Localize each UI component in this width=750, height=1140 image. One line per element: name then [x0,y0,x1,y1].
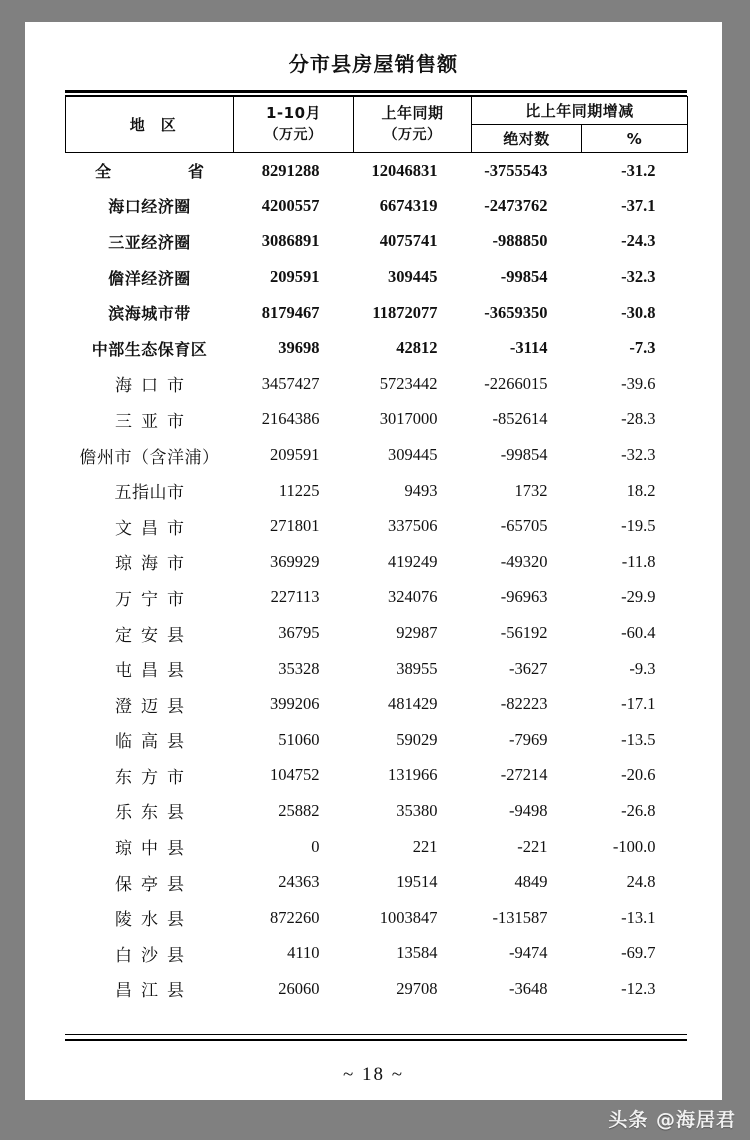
region-label: 三亚市 [115,411,193,431]
cell-current-period: 271801 [270,516,320,536]
cell-previous-period: 29708 [396,978,438,998]
table-row [66,437,688,473]
cell-region [66,153,234,189]
region-label: 琼中县 [115,839,193,859]
region-label: 屯昌县 [115,661,193,681]
region-label: 三亚经济圈 [108,232,191,252]
cell-change-percent: -100.0 [612,836,656,856]
cell-change-percent: -7.3 [629,338,656,358]
table-row [66,259,688,295]
table-body [66,153,688,1007]
table-row [66,473,688,509]
region-label: 临高县 [115,732,193,752]
cell-region [66,722,234,758]
region-label: 琼海市 [115,554,193,574]
region-label: 东方市 [115,767,193,787]
cell-current-period: 3086891 [261,231,320,251]
cell-previous-period: 13584 [396,943,438,963]
cell-change-absolute: -9474 [509,943,548,963]
cell-change-absolute: -82223 [500,694,548,714]
table-row [66,936,688,972]
cell-previous-period: 324076 [388,587,438,607]
cell-region [66,900,234,936]
table-bottom-rule-inner [65,1034,687,1035]
cell-change-absolute: -9498 [509,800,548,820]
cell-change-percent: -69.7 [621,943,656,963]
cell-change-absolute: -99854 [500,267,548,287]
cell-region [66,259,234,295]
cell-current-period: 4200557 [261,195,320,215]
region-label: 儋州市（含洋浦） [79,447,220,467]
cell-change-percent: -11.8 [621,551,656,571]
cell-previous-period: 5723442 [379,373,438,393]
cell-region [66,758,234,794]
cell-region [66,295,234,331]
cell-current-period: 872260 [270,907,320,927]
cell-current-period: 24363 [278,872,320,892]
table-row [66,900,688,936]
region-label: 定安县 [115,625,193,645]
cell-previous-period: 221 [412,836,438,856]
cell-current-period: 104752 [270,765,320,785]
cell-change-percent: -26.8 [621,800,656,820]
cell-change-absolute: -3659350 [484,302,548,322]
table-row [66,544,688,580]
cell-current-period: 369929 [270,551,320,571]
cell-change-percent: -13.1 [621,907,656,927]
cell-current-period: 39698 [278,338,320,358]
cell-previous-period: 38955 [396,658,438,678]
cell-current-period: 0 [311,836,320,856]
region-label: 儋洋经济圈 [108,268,191,288]
cell-region [66,473,234,509]
cell-previous-period: 131966 [388,765,438,785]
cell-change-absolute: -988850 [492,231,548,251]
cell-change-percent: -13.5 [621,729,656,749]
column-header-current-period-label: 1-10月 [265,104,322,123]
cell-change-absolute: -56192 [500,623,548,643]
cell-previous-period: 309445 [388,267,438,287]
cell-previous-period: 59029 [396,729,438,749]
column-header-previous-period-unit: （万元） [383,127,442,144]
cell-change-absolute: -99854 [500,445,548,465]
region-label: 全 省 [94,162,219,182]
table-row [66,793,688,829]
cell-change-percent: -17.1 [621,694,656,714]
cell-previous-period: 3017000 [379,409,438,429]
cell-region [66,437,234,473]
column-header-previous-period-label: 上年同期 [381,104,444,123]
cell-previous-period: 4075741 [379,231,438,251]
cell-current-period: 2164386 [261,409,320,429]
cell-current-period: 8291288 [261,160,320,180]
cell-region [66,330,234,366]
table-row [66,224,688,260]
region-label: 海口市 [115,376,193,396]
table-row [66,366,688,402]
watermark: 头条 @海居君 [608,1109,736,1131]
cell-current-period: 227113 [270,587,320,607]
table-row [66,829,688,865]
cell-previous-period: 419249 [388,551,438,571]
cell-previous-period: 11872077 [372,302,438,322]
table-top-rule-outer [65,90,687,93]
table-header [66,97,688,153]
cell-previous-period: 35380 [396,800,438,820]
cell-current-period: 8179467 [261,302,320,322]
cell-region [66,188,234,224]
cell-change-absolute: -3755543 [484,160,548,180]
cell-current-period: 25882 [278,800,320,820]
column-header-change-absolute: 绝对数 [472,125,582,153]
cell-region [66,402,234,438]
table-bottom-rule-outer [65,1039,687,1042]
column-header-change-percent: % [582,125,688,153]
region-label: 乐东县 [115,803,193,823]
table-row [66,580,688,616]
cell-current-period: 26060 [278,978,320,998]
cell-region [66,971,234,1007]
cell-current-period: 209591 [270,445,320,465]
cell-region [66,936,234,972]
cell-change-percent: -37.1 [621,195,656,215]
cell-previous-period: 309445 [388,445,438,465]
table-row [66,402,688,438]
document-page [25,22,722,1100]
table-row [66,758,688,794]
cell-current-period: 35328 [278,658,320,678]
cell-change-absolute: -221 [517,836,548,856]
cell-current-period: 399206 [270,694,320,714]
cell-previous-period: 92987 [396,623,438,643]
cell-previous-period: 12046831 [371,160,438,180]
cell-change-absolute: -3648 [509,978,548,998]
cell-change-absolute: 1732 [514,480,548,500]
cell-region [66,793,234,829]
cell-region [66,224,234,260]
housing-sales-table [65,96,688,1007]
region-label: 滨海城市带 [108,304,191,324]
region-label: 万宁市 [115,589,193,609]
cell-change-absolute: -27214 [500,765,548,785]
cell-previous-period: 1003847 [379,907,438,927]
table-row [66,153,688,189]
cell-change-absolute: -2266015 [484,373,548,393]
cell-change-absolute: -96963 [500,587,548,607]
table-row [66,295,688,331]
column-header-previous-period [354,97,472,153]
cell-previous-period: 19514 [396,872,438,892]
cell-current-period: 36795 [278,623,320,643]
region-label: 文昌市 [115,518,193,538]
cell-change-absolute: -852614 [492,409,548,429]
cell-region [66,686,234,722]
cell-change-percent: 18.2 [626,480,656,500]
cell-current-period: 51060 [278,729,320,749]
cell-region [66,864,234,900]
region-label: 白沙县 [115,945,193,965]
cell-change-percent: -31.2 [621,160,656,180]
cell-change-percent: -20.6 [621,765,656,785]
region-label: 昌江县 [115,981,193,1001]
table-row [66,330,688,366]
table-row [66,615,688,651]
cell-region [66,580,234,616]
cell-change-percent: -28.3 [621,409,656,429]
table-row [66,188,688,224]
cell-region [66,651,234,687]
cell-region [66,508,234,544]
cell-current-period: 4110 [287,943,320,963]
cell-current-period: 209591 [270,267,320,287]
column-header-current-period [234,97,354,153]
cell-change-percent: -30.8 [621,302,656,322]
cell-change-percent: -19.5 [621,516,656,536]
cell-change-absolute: -3114 [509,338,548,358]
column-header-region: 地 区 [66,97,234,153]
cell-change-percent: -29.9 [621,587,656,607]
page-number: ~ 18 ~ [342,1064,405,1085]
cell-change-absolute: -3627 [509,658,548,678]
cell-change-percent: -60.4 [621,623,656,643]
table-row [66,722,688,758]
region-label: 保亭县 [115,874,193,894]
region-label: 陵水县 [115,910,193,930]
cell-change-percent: -32.3 [621,445,656,465]
cell-previous-period: 481429 [388,694,438,714]
region-label: 五指山市 [114,483,185,503]
cell-change-percent: 24.8 [626,872,656,892]
cell-change-percent: -24.3 [621,231,656,251]
cell-region [66,615,234,651]
cell-previous-period: 6674319 [379,195,438,215]
cell-change-percent: -39.6 [621,373,656,393]
column-header-current-period-unit: （万元） [264,127,323,144]
cell-previous-period: 9493 [404,480,438,500]
cell-change-absolute: -49320 [500,551,548,571]
cell-region [66,544,234,580]
cell-region [66,829,234,865]
cell-change-absolute: -65705 [500,516,548,536]
region-label: 中部生态保育区 [91,339,208,359]
cell-region [66,366,234,402]
cell-previous-period: 337506 [388,516,438,536]
cell-change-percent: -12.3 [621,978,656,998]
cell-change-percent: -32.3 [621,267,656,287]
cell-change-absolute: -131587 [492,907,548,927]
table-row [66,971,688,1007]
cell-current-period: 3457427 [261,373,320,393]
cell-change-percent: -9.3 [629,658,656,678]
table-row [66,864,688,900]
cell-current-period: 11225 [278,480,320,500]
cell-change-absolute: -7969 [509,729,548,749]
region-label: 海口经济圈 [108,197,191,217]
cell-change-absolute: -2473762 [484,195,548,215]
column-header-change-group: 比上年同期增减 [472,97,688,125]
table-row [66,686,688,722]
cell-change-absolute: 4849 [514,872,548,892]
table-row [66,651,688,687]
page-title: 分市县房屋销售额 [288,52,459,76]
region-label: 澄迈县 [115,696,193,716]
table-row [66,508,688,544]
cell-previous-period: 42812 [396,338,438,358]
